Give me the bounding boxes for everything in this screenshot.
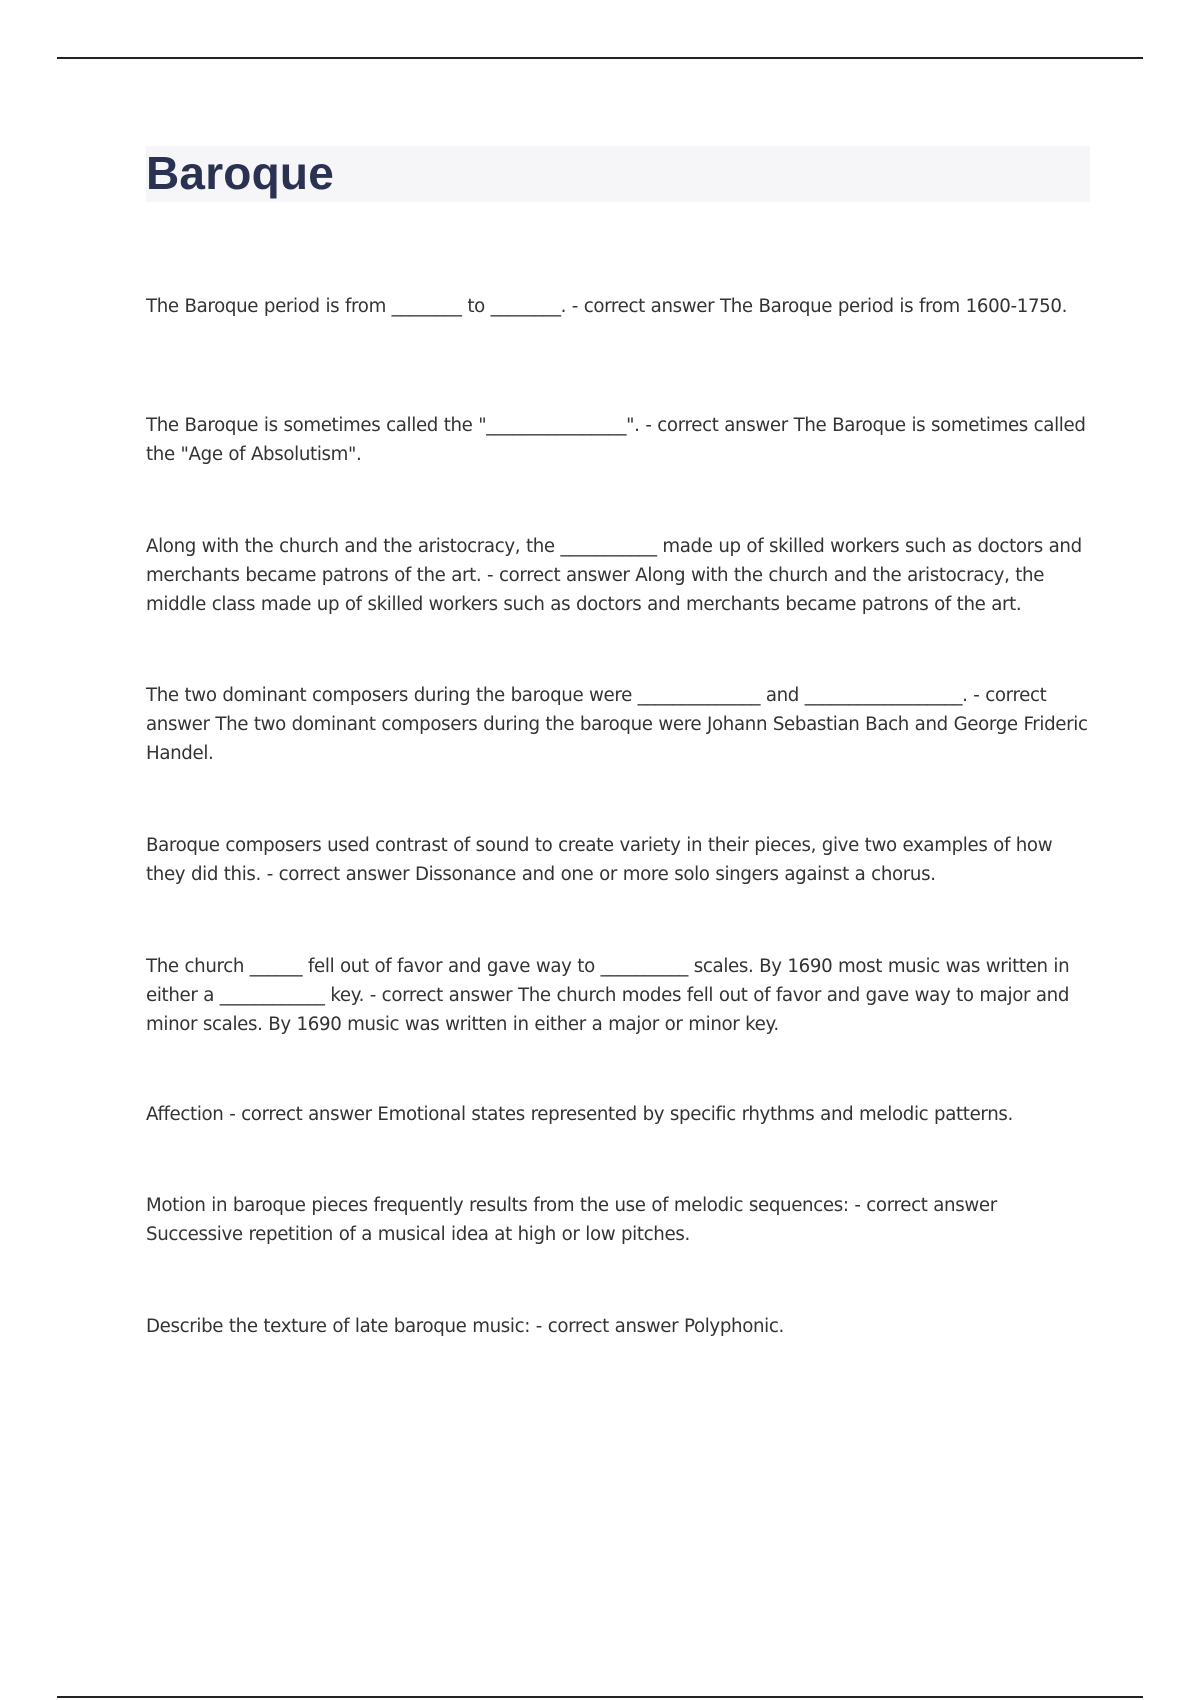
question-answer-9: Describe the texture of late baroque music: - correct answer Polyphonic. — [146, 1316, 784, 1337]
question-answer-8: Motion in baroque pieces frequently results from the use of melodic sequences: - correct answer Successive repetition of a musical idea at high or low pitches. — [146, 1195, 997, 1245]
question-answer-1: The Baroque period is from ________ to ________. - correct answer The Baroque period is from 1600-1750. — [146, 296, 1068, 317]
bottom-rule — [57, 1696, 1143, 1698]
question-answer-6: The church ______ fell out of favor and gave way to __________ scales. By 1690 most music was written in either a ____________ key. - correct answer The church modes fell out of favor and gave way to major and minor scales. By 1690 music was written in either a major or minor key. — [146, 956, 1070, 1035]
question-answer-3: Along with the church and the aristocracy, the ___________ made up of skilled workers such as doctors and merchants became patrons of the art. - correct answer Along with the church and the aristocracy, the middle class made up of skilled workers such as doctors and merchants became patrons of the art. — [146, 536, 1082, 615]
question-answer-5: Baroque composers used contrast of sound to create variety in their pieces, give two examples of how they did this. - correct answer Dissonance and one or more solo singers against a chorus. — [146, 835, 1053, 885]
question-answer-2: The Baroque is sometimes called the "________________". - correct answer The Baroque is sometimes called the "Age of Absolutism". — [146, 415, 1086, 465]
top-rule — [57, 57, 1143, 59]
question-answer-4: The two dominant composers during the baroque were ______________ and __________________. - correct answer The two dominant composers during the baroque were Johann Sebastian Bach and George Frideric Handel. — [146, 685, 1088, 764]
question-answer-7: Affection - correct answer Emotional states represented by specific rhythms and melodic patterns. — [146, 1104, 1013, 1125]
document-title: Baroque — [146, 147, 334, 199]
